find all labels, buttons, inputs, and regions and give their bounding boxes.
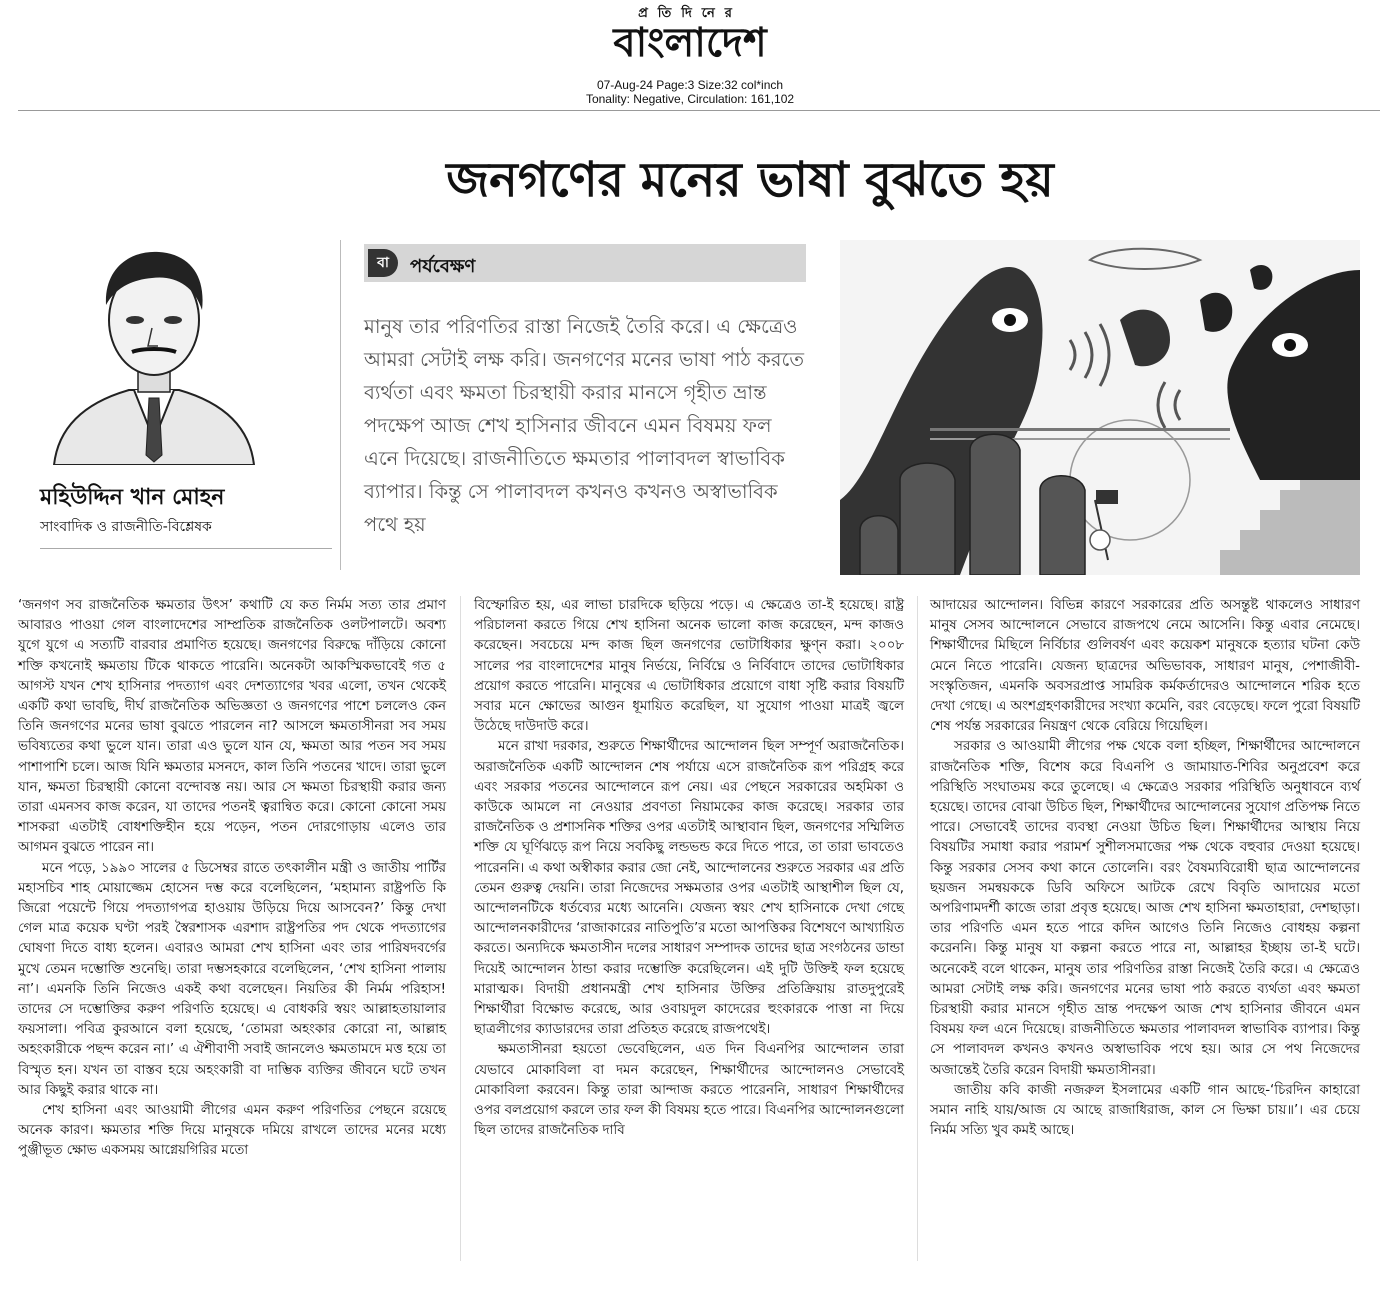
- body-paragraph: শেখ হাসিনা এবং আওয়ামী লীগের এমন করুণ পরিণতির পেছনে রয়েছে অনেক কারণ। ক্ষমতার শক্তি দিয়ে মানুষকে দমিয়ে রাখলে তাদের মনের মধ্যে পুঞ্জীভূত ক্ষোভ একসময় আগ্নেয়গিরির মতো: [18, 1103, 446, 1159]
- body-paragraph: আদায়ের আন্দোলন। বিভিন্ন কারণে সরকারের প্রতি অসন্তুষ্ট থাকলেও সাধারণ মানুষ সেসব আন্দোলনে সেভাবে রাজপথে নেমে আসেনি। কিন্তু এবার নেমেছে। শিক্ষার্থীদের মিছিলে নির্বিচার গুলিবর্ষণ এবং কয়েকশ মানুষকে হত্যার ঘটনা কেউ মেনে নিতে পারেনি। যেজন্য ছাত্রদের অভিভাবক, সাধারণ মানুষ, পেশাজীবী-সংস্কৃতিজন, এমনকি অবসরপ্রাপ্ত সামরিক কর্মকর্তাদেরও আন্দোলনে শরিক হতে দেখা গেছে। এ অংশগ্রহণকারীদের সংখ্যা কমেনি, বরং বেড়েছে। ফলে পুরো বিষয়টি শেষ পর্যন্ত সরকারের নিয়ন্ত্রণ থেকে বেরিয়ে গিয়েছিল।: [930, 598, 1360, 735]
- body-column-3: [930, 596, 1360, 1141]
- body-paragraph: মনে পড়ে, ১৯৯০ সালের ৫ ডিসেম্বর রাতে তৎকালীন মন্ত্রী ও জাতীয় পার্টির মহাসচিব শাহ মোয়াজ্জেম হোসেন দম্ভ করে বলেছিলেন, ‘মহামান্য রাষ্ট্রপতি কি জিরো পয়েন্টে গিয়ে পদত্যাগপত্র হাওয়ায় উড়িয়ে দিয়ে আসবেন?’ কিন্তু দেখা গেল মাত্র কয়েক ঘণ্টা পরই স্বৈরশাসক এরশাদ রাষ্ট্রপতির পদ থেকে পদত্যাগের ঘোষণা দিতে বাধ্য হলেন। এবারও আমরা শেখ হাসিনা এবং তার পারিষদবর্গের মুখে তেমন দম্ভোক্তি শুনেছি। তারা দম্ভসহকারে বলেছিলেন, ‘শেখ হাসিনা পালায় না’। এমনকি তিনি নিজেও একই কথা বলেছেন। নিয়তির কী নির্মম পরিহাস! তাদের সে দম্ভোক্তির করুণ পরিণতি হয়েছে। এ বোধকরি স্বয়ং আল্লাহতায়ালার ফয়সালা। পবিত্র কুরআনে বলা হয়েছে, ‘তোমরা অহংকার কোরো না, আল্লাহ অহংকারীকে পছন্দ করেন না।’ এ ঐশীবাণী সবাই জানলেও ক্ষমতামদে মত্ত হয়ে তা বিস্মৃত হন। যখন তা বাস্তব হয়ে অহংকারী বা দাম্ভিক ব্যক্তির জীবনে ঘটে তখন আর কিছুই করার থাকে না।: [18, 860, 446, 1098]
- body-paragraph: জাতীয় কবি কাজী নজরুল ইসলামের একটি গান আছে-‘চিরদিন কাহারো সমান নাহি যায়/আজ যে আছে রাজাধিরাজ, কাল সে ভিক্ষা চায়॥’। এর চেয়ে নির্মম সত্যি খুব কমই আছে।: [930, 1082, 1360, 1139]
- pull-quote: মানুষ তার পরিণতির রাস্তা নিজেই তৈরি করে। এ ক্ষেত্রেও আমরা সেটাই লক্ষ করি। জনগণের মনের ভাষা পাঠ করতে ব্যর্থতা এবং ক্ষমতা চিরস্থায়ী করার মানসে গৃহীত ভ্রান্ত পদক্ষেপ আজ শেখ হাসিনার জীবনে এমন বিষময় ফল এনে দিয়েছে। রাজনীতিতে ক্ষমতার পালাবদল স্বাভাবিক ব্যাপার। কিন্তু সে পালাবদল কখনও কখনও অস্বাভাবিক পথে হয়: [364, 315, 804, 536]
- author-title: সাংবাদিক ও রাজনীতি-বিশ্লেষক: [40, 519, 212, 535]
- body-paragraph: মনে রাখা দরকার, শুরুতে শিক্ষার্থীদের আন্দোলন ছিল সম্পূর্ণ অরাজনৈতিক। অরাজনৈতিক একটি আন্দোলন শেষ পর্যায়ে এসে রাজনৈতিক রূপ পরিগ্রহ করে এবং সরকার পতনের আন্দোলনে রূপ নেয়। এর পেছনে সরকারের অহমিকা ও কাউকে আমলে না নেওয়ার প্রবণতা নিয়ামকের কাজ করেছে। সরকার তার রাজনৈতিক ও প্রশাসনিক শক্তির ওপর এতটাই আস্থাবান ছিল, জনগণের সম্মিলিত শক্তি যে ঘূর্ণিঝড়ে রূপ নিয়ে সবকিছু লন্ডভন্ড করে দিতে পারে, তা তারা ভাবতেও পারেননি। এ কথা অস্বীকার করার জো নেই, আন্দোলনের শুরুতে সরকার এর প্রতি তেমন গুরুত্ব দেয়নি। তারা নিজেদের সক্ষমতার ওপর এতটাই আস্থাশীল ছিল যে, আন্দোলনটিকে ধর্তব্যের মধ্যে আনেনি। যেজন্য স্বয়ং শেখ হাসিনাকে দেখা গেছে আন্দোলনকারীদের ‘রাজাকারের নাতিপুতি’র মতো আপত্তিকর বিশেষণে আখ্যায়িত করতে। অন্যদিকে ক্ষমতাসীন দলের সাধারণ সম্পাদক তাদের ছাত্র সংগঠনের ডান্ডা দিয়েই আন্দোলন ঠান্ডা করার দম্ভোক্তি করেছিলেন। এই দুটি উক্তিই ফল হয়েছে মারাত্মক। বিদায়ী প্রধানমন্ত্রী শেখ হাসিনার উক্তির প্রতিক্রিয়ায় রাতদুপুরেই শিক্ষার্থীরা বিক্ষোভ করেছে, আর ওবায়দুল কাদেরের হুংকারকে পাত্তা না দিয়ে ছাত্রলীগের ক্যাডারদের তারা প্রতিহত করেছে রাজপথেই।: [474, 739, 905, 1038]
- column-name: পর্যবেক্ষণ: [410, 256, 476, 277]
- body-paragraph: ক্ষমতাসীনরা হয়তো ভেবেছিলেন, এত দিন বিএনপির আন্দোলন তারা যেভাবে মোকাবিলা বা দমন করেছেন, শিক্ষার্থীদের আন্দোলনও সেভাবেই মোকাবিলা করবেন। কিন্তু তারা আন্দাজ করতে পারেননি, সাধারণ শিক্ষার্থীদের ওপর বলপ্রয়োগ করলে তার ফল কী বিষময় হতে পারে। বিএনপির আন্দোলনগুলো ছিল তাদের রাজনৈতিক দাবি: [474, 1042, 905, 1139]
- column-badge: বা: [368, 249, 398, 277]
- column-divider: [460, 596, 461, 1261]
- body-paragraph: সরকার ও আওয়ামী লীগের পক্ষ থেকে বলা হচ্ছিল, শিক্ষার্থীদের আন্দোলনে রাজনৈতিক শক্তি, বিশেষ করে বিএনপি ও জামায়াত-শিবির অনুপ্রবেশ করে পরিস্থিতি সংঘাতময় করে তুলেছে। এ ক্ষেত্রেও সরকার পরিস্থিতি অনুধাবনে ব্যর্থ হয়েছে। তাদের বোঝা উচিত ছিল, শিক্ষার্থীদের আন্দোলনের সুযোগ প্রতিপক্ষ নিতে পারে। সেভাবেই তাদের ব্যবস্থা নেওয়া উচিত ছিল। শিক্ষার্থীদের আস্থায় নিয়ে বিষয়টির সমাধা করার পরামর্শ সুশীলসমাজের পক্ষ থেকে বহুবার দেওয়া হয়েছে। কিন্তু সরকার সেসব কথা কানে তোলেনি। বরং বৈষম্যবিরোধী ছাত্র আন্দোলনের ছয়জন সমন্বয়ককে ডিবি অফিসে আটকে রেখে বিবৃতি আদায়ের মতো অপরিণামদর্শী কাজে তারা প্রবৃত্ত হয়েছে। আজ শেখ হাসিনা ক্ষমতাহারা, দেশছাড়া। তার পরিণতি এমন হতে পারে কদিন আগেও তিনি নিজেও বোধহয় কল্পনা করেননি। কিন্তু মানুষ যা কল্পনা করতে পারে না, আল্লাহর ইচ্ছায় তা-ই ঘটে। অনেকেই বলে থাকেন, মানুষ তার পরিণতির রাস্তা নিজেই তৈরি করে। এ ক্ষেত্রেও আমরা সেটাই লক্ষ করি। জনগণের মনের ভাষা পাঠ করতে ব্যর্থতা এবং ক্ষমতা চিরস্থায়ী করার মানসে গৃহীত ভ্রান্ত পদক্ষেপ আজ শেখ হাসিনার জীবনে এমন বিষময় ফল এনে দিয়েছে। রাজনীতিতে ক্ষমতার পালাবদল স্বাভাবিক ব্যাপার। কিন্তু সে পালাবদল কখনও কখনও অস্বাভাবিক পথে হয়। আর সে পথ নিজেদের অজান্তেই তৈরি করেন বিদায়ী ক্ষমতাসীনরা।: [930, 739, 1360, 1078]
- masthead-logo: বাংলাদেশ: [613, 20, 767, 66]
- column-tag: [364, 244, 806, 282]
- body-column-2: [474, 596, 904, 1141]
- masthead-tagline: প্রতিদিনের: [638, 6, 742, 21]
- clipping-meta: [560, 78, 820, 106]
- author-portrait: [34, 240, 274, 465]
- body-paragraph: বিস্ফোরিত হয়, এর লাভা চারদিকে ছড়িয়ে পড়ে। এ ক্ষেত্রেও তা-ই হয়েছে। রাষ্ট্র পরিচালনা করতে গিয়ে শেখ হাসিনা অনেক ভালো কাজ করেছেন, মন্দ কাজও করেছেন। সবচেয়ে মন্দ কাজ ছিল জনগণের ভোটাধিকার ক্ষুণ্ন করা। ২০০৮ সালের পর বাংলাদেশের মানুষ নির্ভয়ে, নির্বিঘ্নে ও নির্বিবাদে তাদের ভোটাধিকার প্রয়োগ করতে পারেনি। মানুষের এ ভোটাধিকার প্রয়োগে বাধা সৃষ্টি করার বিষয়টি সবার মনে ক্ষোভের আগুন ধূমায়িত করেছিল, যা সুযোগ পাওয়া মাত্রই জ্বলে উঠেছে দাউদাউ করে।: [474, 598, 904, 735]
- author-divider: [40, 548, 332, 549]
- author-name: মহিউদ্দিন খান মোহন: [40, 485, 225, 510]
- body-column-1: [18, 596, 446, 1162]
- clipping-meta-line1: 07-Aug-24 Page:3 Size:32 col*inch: [596, 78, 784, 92]
- article-headline: জনগণের মনের ভাষা বুঝতে হয়: [446, 152, 1054, 208]
- clipping-meta-line2: Tonality: Negative, Circulation: 161,102: [585, 92, 795, 106]
- body-paragraph: ‘জনগণ সব রাজনৈতিক ক্ষমতার উৎস’ কথাটি যে কত নির্মম সত্য তার প্রমাণ আবারও পাওয়া গেল বাংলাদেশের সাম্প্রতিক রাজনৈতিক ওলটপালটে। অবশ্য যুগে যুগে এ সত্যটি বারবার প্রমাণিত হয়েছে। জনগণের বিরুদ্ধে দাঁড়িয়ে কোনো শক্তি কখনোই ক্ষমতায় টিকে থাকতে পারেনি। অনেকটা আকস্মিকভাবেই গত ৫ আগস্ট যখন শেখ হাসিনার পদত্যাগ এবং দেশত্যাগের খবর এলো, তখন থেকেই একটি কথা ভাবছি, দীর্ঘ রাজনৈতিক অভিজ্ঞতা ও জনগণের পাশে চললেও কেন তিনি জনগণের মনের ভাষা বুঝতে পারলেন না? আসলে ক্ষমতাসীনরা সব সময় ভবিষ্যতের কথা ভুলে যান। তারা এও ভুলে যান যে, ক্ষমতা আর পতন সব সময় পাশাপাশি চলে। আজ যিনি ক্ষমতার মসনদে, কাল তিনি পতনের খাদে। তারা ভুলে যান, ক্ষমতা চিরস্থায়ী কোনো বন্দোবস্ত নয়। আর সে ক্ষমতা চিরস্থায়ী করার জন্য তারা এমনসব কাজ করেন, যা তাদের পতনই ত্বরান্বিত করে। কোনো কোনো সময় শাসকরা এতটাই বোধশক্তিহীন হয়ে পড়েন, পতন দোরগোড়ায় এলেও তার আগমন বুঝতে পারেন না।: [18, 598, 446, 856]
- masthead-divider: [18, 110, 1380, 111]
- masthead: [0, 0, 1383, 112]
- article-illustration: [840, 240, 1360, 575]
- header-vertical-divider: [340, 240, 341, 570]
- column-divider: [917, 596, 918, 1261]
